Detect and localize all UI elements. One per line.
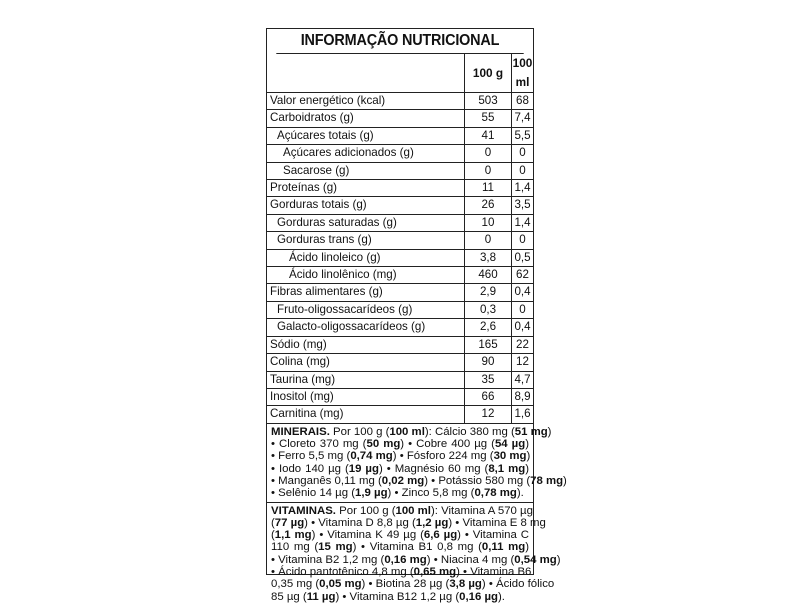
vitaminas-text-segment: ) • Vitamina K 49 µg ( <box>311 529 424 542</box>
vitaminas-text-segment: 1,1 mg <box>274 529 312 542</box>
minerais-text-segment: ) <box>526 450 531 463</box>
value-per-100ml: 22 <box>512 336 534 353</box>
nutrient-label: Valor energético (kcal) <box>267 93 465 110</box>
panel-title: INFORMAÇÃO NUTRICIONAL <box>276 29 523 54</box>
minerais-text-segment: 0,78 mg <box>474 487 517 500</box>
table-row <box>267 336 533 353</box>
nutrient-label: Gorduras totais (g) <box>267 197 465 214</box>
minerais-line <box>271 450 529 462</box>
minerais-text-segment: 0,74 mg <box>350 450 393 463</box>
nutrient-label: Ácido linolênico (mg) <box>267 267 465 284</box>
vitaminas-text-segment: 0,35 mg ( <box>271 578 320 591</box>
vitaminas-line <box>271 565 532 578</box>
vitaminas-text-segment: ) <box>556 553 561 566</box>
minerais-text-segment: • Cloreto 370 mg ( <box>271 438 367 451</box>
minerais-text-segment: Por 100 g ( <box>329 425 390 438</box>
value-per-100g: 0 <box>465 162 512 179</box>
value-per-100g: 41 <box>465 127 512 144</box>
table-row <box>267 301 533 318</box>
vitaminas-text-segment: 0,05 mg <box>319 578 362 591</box>
minerais-text-segment: ) <box>525 462 530 475</box>
value-per-100g: 0 <box>465 145 512 162</box>
minerais-text-segment: • Manganês 0,11 mg ( <box>271 474 382 487</box>
value-per-100g: 35 <box>465 371 512 388</box>
vitaminas-text-segment: ) • Vitamina E 8 mg <box>448 516 546 529</box>
value-per-100g: 10 <box>465 214 512 231</box>
vitaminas-text-segment: ) • Vitamina C <box>457 529 529 542</box>
nutrient-label: Galacto-oligossacarídeos (g) <box>267 319 465 336</box>
nutrient-label: Sacarose (g) <box>267 162 465 179</box>
value-per-100g: 2,6 <box>465 319 512 336</box>
minerals-section <box>267 424 567 503</box>
value-per-100ml: 3,5 <box>512 197 534 214</box>
vitaminas-text-segment: ) • Vitamina B6 <box>456 565 532 578</box>
vitaminas-text-segment: 0,16 µg <box>459 590 498 603</box>
minerais-line <box>271 463 529 475</box>
vitaminas-text-segment: 100 ml <box>395 504 431 517</box>
value-per-100ml: 0,5 <box>512 249 534 266</box>
nutrient-label: Ácido linoleico (g) <box>267 249 465 266</box>
vitaminas-text-segment: 0,16 mg <box>384 553 427 566</box>
value-per-100ml: 1,4 <box>512 214 534 231</box>
nutrient-label: Gorduras saturadas (g) <box>267 214 465 231</box>
nutrient-label: Sódio (mg) <box>267 336 465 353</box>
minerais-text-segment: 51 mg <box>514 425 548 438</box>
minerais-text-segment: • Iodo 140 µg ( <box>271 462 349 475</box>
nutrient-label: Taurina (mg) <box>267 371 465 388</box>
nutrient-label: Carnitina (mg) <box>267 406 465 423</box>
table-row <box>267 110 533 127</box>
vitaminas-text-segment: ) • Vitamina B12 1,2 µg ( <box>335 590 460 603</box>
table-row <box>267 406 533 423</box>
value-per-100g: 0,3 <box>465 301 512 318</box>
value-per-100g: 165 <box>465 336 512 353</box>
table-row <box>267 162 533 179</box>
table-header-row <box>267 54 533 93</box>
nutrient-label: Fibras alimentares (g) <box>267 284 465 301</box>
value-per-100ml: 0 <box>512 145 534 162</box>
minerais-text-segment: ) <box>525 438 529 451</box>
vitaminas-line <box>271 529 529 541</box>
value-per-100g: 90 <box>465 354 512 371</box>
vitaminas-text-segment: 6,6 µg <box>423 529 458 542</box>
nutrition-table <box>267 54 533 424</box>
value-per-100ml: 8,9 <box>512 388 534 405</box>
value-per-100g: 55 <box>465 110 512 127</box>
vitaminas-line <box>271 504 533 517</box>
table-row <box>267 180 533 197</box>
nutrition-facts-panel <box>266 28 567 603</box>
minerais-line <box>271 438 529 450</box>
value-per-100g: 26 <box>465 197 512 214</box>
value-per-100ml: 0,4 <box>512 284 534 301</box>
value-per-100ml: 1,6 <box>512 406 534 423</box>
vitaminas-line <box>271 578 555 591</box>
vitaminas-text-segment: ). <box>497 590 505 603</box>
value-per-100ml: 0 <box>512 301 534 318</box>
table-row <box>267 93 533 110</box>
vitaminas-text-segment: 85 µg ( <box>271 590 307 603</box>
minerais-text-segment: 30 mg <box>493 450 527 463</box>
table-row <box>267 354 533 371</box>
table-row <box>267 371 533 388</box>
vitaminas-text-segment: Por 100 g ( <box>335 504 396 517</box>
vitaminas-text-segment: ) • Vitamina B1 0,8 mg ( <box>352 541 482 554</box>
minerais-text-segment: 50 mg <box>366 438 401 451</box>
vitaminas-line <box>271 553 561 566</box>
vitaminas-text-segment: 0,65 mg <box>413 565 457 578</box>
minerais-text-segment: 78 mg <box>530 474 564 487</box>
vitaminas-line <box>271 541 529 553</box>
table-row <box>267 214 533 231</box>
minerais-text-segment: ) <box>563 474 567 487</box>
table-row <box>267 127 533 144</box>
nutrient-label: Inositol (mg) <box>267 388 465 405</box>
minerais-text-segment: ) • Fósforo 224 mg ( <box>392 450 494 463</box>
minerais-line <box>271 425 552 438</box>
minerais-text-segment: MINERAIS. <box>271 425 330 438</box>
header-label-cell <box>267 54 465 93</box>
vitaminas-text-segment: ) • Ácido fólico <box>481 578 555 591</box>
value-per-100g: 503 <box>465 93 512 110</box>
table-row <box>267 267 533 284</box>
value-per-100g: 0 <box>465 232 512 249</box>
table-row <box>267 232 533 249</box>
table-row <box>267 284 533 301</box>
nutrient-label: Açúcares totais (g) <box>267 127 465 144</box>
vitaminas-text-segment: • Ácido pantotênico 4,8 mg ( <box>271 565 414 578</box>
vitaminas-text-segment: 0,54 mg <box>514 553 557 566</box>
nutrient-label: Gorduras trans (g) <box>267 232 465 249</box>
vitaminas-text-segment: • Vitamina B2 1,2 mg ( <box>271 553 385 566</box>
value-per-100ml: 62 <box>512 267 534 284</box>
value-per-100g: 2,9 <box>465 284 512 301</box>
value-per-100ml: 12 <box>512 354 534 371</box>
nutrition-rows <box>267 93 533 424</box>
minerais-text-segment: ) • Magnésio 60 mg ( <box>378 462 489 475</box>
vitaminas-text-segment: 1,2 µg <box>415 516 449 529</box>
value-per-100g: 66 <box>465 388 512 405</box>
minerais-text-segment: ) • Cobre 400 µg ( <box>400 438 495 451</box>
value-per-100ml: 4,7 <box>512 371 534 388</box>
vitaminas-text-segment: VITAMINAS. <box>271 504 336 517</box>
minerais-text-segment: • Ferro 5,5 mg ( <box>271 450 351 463</box>
value-per-100g: 3,8 <box>465 249 512 266</box>
vitaminas-text-segment: 11 µg <box>306 590 336 603</box>
vitamins-section <box>267 503 561 606</box>
vitaminas-text-segment: ) • Niacina 4 mg ( <box>426 553 515 566</box>
minerais-text-segment: 1,9 µg <box>355 487 388 500</box>
minerais-text-segment: ) • Potássio 580 mg ( <box>424 474 531 487</box>
minerais-line <box>271 474 567 487</box>
vitaminas-text-segment: ) • Biotina 28 µg ( <box>361 578 450 591</box>
vitaminas-text-segment: ( <box>271 516 275 529</box>
vitaminas-text-segment: ) <box>525 541 530 554</box>
vitaminas-line <box>271 516 546 529</box>
minerais-text-segment: 54 µg <box>494 438 526 451</box>
table-row <box>267 388 533 405</box>
table-row <box>267 319 533 336</box>
vitaminas-text-segment: 77 µg <box>274 516 305 529</box>
vitaminas-text-segment: 15 mg <box>318 541 353 554</box>
header-per-100ml: 100 ml <box>512 54 534 93</box>
vitaminas-text-segment: 3,8 µg <box>449 578 482 591</box>
value-per-100g: 11 <box>465 180 512 197</box>
vitaminas-text-segment: ( <box>271 529 275 542</box>
table-row <box>267 197 533 214</box>
minerais-text-segment: ) • Zinco 5,8 mg ( <box>387 487 475 500</box>
nutrient-label: Colina (mg) <box>267 354 465 371</box>
nutrient-label: Proteínas (g) <box>267 180 465 197</box>
value-per-100ml: 0 <box>512 232 534 249</box>
minerais-text-segment: ): Cálcio 380 mg ( <box>424 425 515 438</box>
value-per-100ml: 5,5 <box>512 127 534 144</box>
table-row <box>267 249 533 266</box>
vitaminas-text-segment: ): Vitamina A 570 µg <box>430 504 533 517</box>
nutrient-label: Fruto-oligossacarídeos (g) <box>267 301 465 318</box>
nutrient-label: Açúcares adicionados (g) <box>267 145 465 162</box>
value-per-100g: 460 <box>465 267 512 284</box>
minerais-text-segment: 0,02 mg <box>381 474 425 487</box>
minerais-text-segment: ) <box>547 425 552 438</box>
value-per-100g: 12 <box>465 406 512 423</box>
value-per-100ml: 0,4 <box>512 319 534 336</box>
vitaminas-text-segment: 110 mg ( <box>271 541 319 554</box>
value-per-100ml: 7,4 <box>512 110 534 127</box>
table-row <box>267 145 533 162</box>
vitaminas-text-segment: ) • Vitamina D 8,8 µg ( <box>304 516 416 529</box>
minerais-text-segment: • Selênio 14 µg ( <box>271 487 356 500</box>
minerais-text-segment: 100 ml <box>389 425 425 438</box>
value-per-100ml: 1,4 <box>512 180 534 197</box>
vitaminas-text-segment: 0,11 mg <box>481 541 526 554</box>
header-per-100g: 100 g <box>465 54 512 93</box>
minerais-text-segment: 19 µg <box>348 462 379 475</box>
value-per-100ml: 0 <box>512 162 534 179</box>
vitaminas-line <box>271 591 529 603</box>
nutrient-label: Carboidratos (g) <box>267 110 465 127</box>
minerais-text-segment: 8,1 mg <box>488 462 526 475</box>
minerais-text-segment: ). <box>516 487 524 500</box>
value-per-100ml: 68 <box>512 93 534 110</box>
minerais-line <box>271 487 529 499</box>
